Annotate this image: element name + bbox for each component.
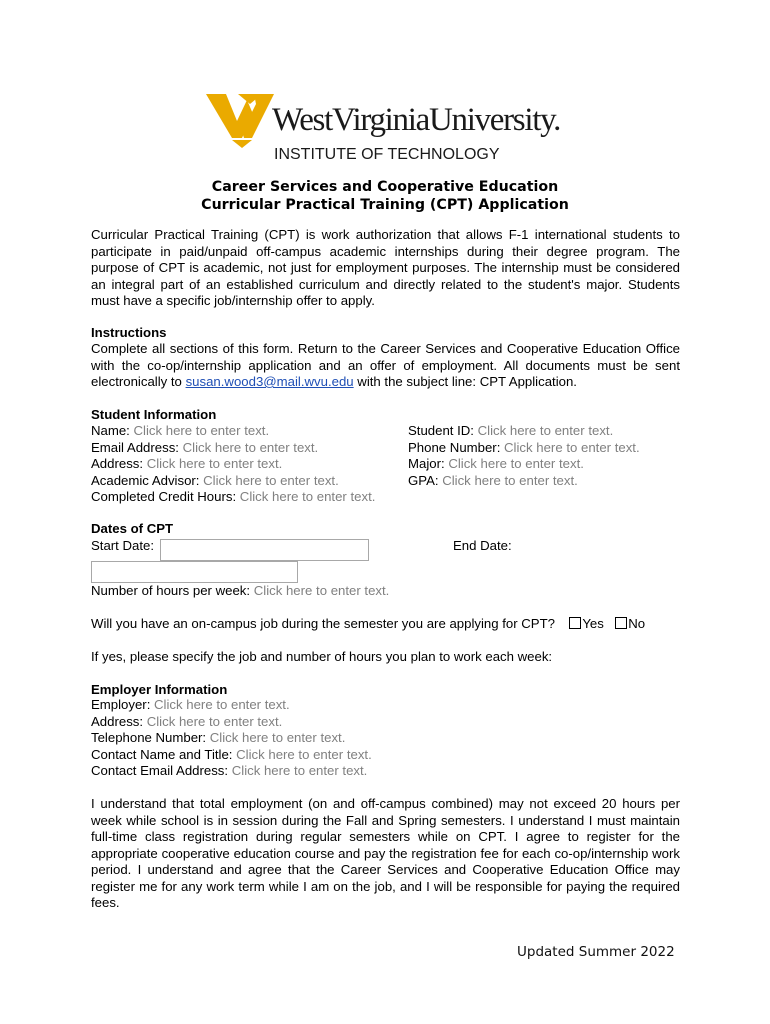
student-id-row (408, 423, 613, 440)
credits-label: Completed Credit Hours: (91, 489, 240, 504)
advisor-row (91, 473, 339, 490)
instructions-paragraph (91, 341, 680, 391)
gpa-row (408, 473, 578, 490)
wordmark: WestVirginiaUniversity. (272, 102, 561, 138)
contact-email-row (91, 763, 367, 780)
email-label: Email Address: (91, 440, 183, 455)
email-row (91, 440, 318, 457)
updated-footer: Updated Summer 2022 (517, 944, 675, 960)
intro-paragraph: Curricular Practical Training (CPT) is work authorization that allows F-1 international students to participate in paid/unpaid off-campus academic internships during their degree program. The purpose of CPT is academic, not just for employment purposes. The internship must be considered an integral part of an established curriculum and directly related to the student's major. Students must have a specific job/internship offer to apply. (91, 227, 680, 308)
oncampus-row (91, 616, 645, 633)
student-id-label: Student ID: (408, 423, 478, 438)
employer-address-row (91, 714, 282, 731)
contact-label: Contact Name and Title: (91, 747, 237, 762)
start-date-label: Start Date: (91, 538, 155, 553)
name-label: Name: (91, 423, 134, 438)
telephone-label: Telephone Number: (91, 730, 210, 745)
student-id-field[interactable]: Click here to enter text. (477, 423, 614, 438)
hours-field[interactable]: Click here to enter text. (253, 583, 390, 598)
email-field[interactable]: Click here to enter text. (182, 440, 319, 455)
start-date-field[interactable] (160, 539, 369, 561)
gpa-label: GPA: (408, 473, 443, 488)
name-row (91, 423, 269, 440)
oncampus-followup: If yes, please specify the job and number of hours you plan to work each week: (91, 649, 553, 664)
student-info-heading: Student Information (91, 407, 217, 422)
wvu-logo (204, 90, 574, 168)
phone-label: Phone Number: (408, 440, 505, 455)
telephone-field[interactable]: Click here to enter text. (209, 730, 346, 745)
contact-field[interactable]: Click here to enter text. (236, 747, 372, 762)
yes-checkbox[interactable] (569, 617, 581, 629)
employer-label: Employer: (91, 697, 155, 712)
agreement-paragraph: I understand that total employment (on and off-campus combined) may not exceed 20 hours per week while school is in session during the Fall and Spring semesters. I understand I must maintain full-time class registration during regular semesters while on CPT. I agree to register for the appropriate cooperative education course and pay the registration fee for each co-op/internship work period. I understand and agree that the Career Services and Cooperative Education Office may register me for any work term while I am on the job, and I will be responsible for paying the required fees. (91, 796, 680, 910)
major-row (408, 456, 584, 473)
contact-email-link[interactable]: susan.wood3@mail.wvu.edu (185, 374, 354, 389)
contact-email-field[interactable]: Click here to enter text. (231, 763, 368, 778)
no-label: No (628, 616, 646, 631)
address-row (91, 456, 282, 473)
instructions-text: Complete all sections of this form. Return to the Career Services and Cooperative Education Office with the co-op/internship application and an offer of employment. All documents must be sent electronically to (91, 341, 680, 389)
instructions-heading: Instructions (91, 325, 167, 340)
telephone-row (91, 730, 345, 747)
address-label: Address: (91, 456, 147, 471)
credits-field[interactable]: Click here to enter text. (239, 489, 376, 504)
heading-line2: Curricular Practical Training (CPT) Application (201, 197, 569, 213)
advisor-label: Academic Advisor: (91, 473, 204, 488)
oncampus-question: Will you have an on-campus job during the semester you are applying for CPT? (91, 616, 555, 631)
instructions-text-end: with the subject line: CPT Application. (353, 374, 577, 389)
flying-wv-icon (206, 94, 274, 148)
advisor-field[interactable]: Click here to enter text. (203, 473, 339, 488)
heading-line1: Career Services and Cooperative Education (211, 179, 559, 195)
logo-subtitle: INSTITUTE OF TECHNOLOGY (274, 146, 500, 163)
yes-label: Yes (582, 616, 604, 631)
contact-email-label: Contact Email Address: (91, 763, 232, 778)
name-field[interactable]: Click here to enter text. (133, 423, 270, 438)
hours-label: Number of hours per week: (91, 583, 254, 598)
dates-heading: Dates of CPT (91, 521, 174, 536)
employer-heading: Employer Information (91, 682, 228, 697)
no-checkbox[interactable] (615, 617, 627, 629)
major-label: Major: (408, 456, 449, 471)
hours-row (91, 583, 389, 600)
end-date-label: End Date: (453, 538, 512, 553)
address-field[interactable]: Click here to enter text. (146, 456, 283, 471)
phone-field[interactable]: Click here to enter text. (504, 440, 640, 455)
major-field[interactable]: Click here to enter text. (448, 456, 584, 471)
credits-row (91, 489, 375, 506)
gpa-field[interactable]: Click here to enter text. (442, 473, 578, 488)
employer-row (91, 697, 290, 714)
end-date-field[interactable] (91, 561, 298, 583)
employer-address-field[interactable]: Click here to enter text. (146, 714, 283, 729)
contact-row (91, 747, 372, 764)
phone-row (408, 440, 640, 457)
employer-field[interactable]: Click here to enter text. (154, 697, 290, 712)
employer-address-label: Address: (91, 714, 147, 729)
